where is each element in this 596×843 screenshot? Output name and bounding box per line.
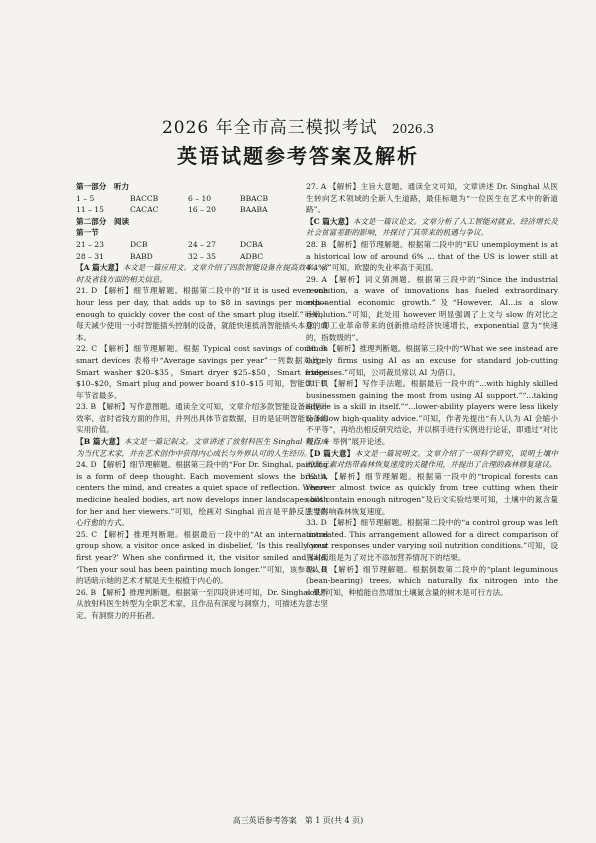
paragraph-text: 28. B 【解析】细节理解题。根据第二段中的“EU unemployment is at a historical low of around 6% ... that of the US is lower still at 4.4%.”可知，欧盟的失业率高于美国。 <box>306 239 558 273</box>
passage-summary <box>306 448 558 471</box>
right-explanations <box>306 181 558 598</box>
page-footer: 高三英语参考答案 第 1 页(共 4 页) <box>232 816 364 825</box>
summary-tag: 【A 篇大意】 <box>76 263 123 273</box>
paragraph-text: 32. A 【解析】细节理解题。根据第一段中的“tropical forests can recover almost twice as quickly from tree cutting when their soils contain enough nitrogen”及后文实验结果可知，土壤中的氮含量主要影响森林恢复速度。 <box>306 471 558 516</box>
paragraph-text: 30. B 【解析】推理判断题。根据第三段中的“What we see instead are largely firms using AI as an excuse for standard job-cutting exercises.”可知，公司裁员常以 AI 为借口。 <box>306 344 558 377</box>
answer-explanation <box>306 564 558 599</box>
section-heading: 第一节 <box>76 228 99 238</box>
paragraph-text: 本文是一篇议论文。文章分析了人工智能对就业、经济增长及社会贫富差距的影响，并探讨了其带来的机遇与争议。 <box>306 216 559 238</box>
part1-heading: 第一部分 听力 <box>76 182 130 191</box>
answer-key: BBACB <box>240 193 269 203</box>
answer-explanation <box>306 239 558 274</box>
summary-tag: 【C 篇大意】 <box>306 216 353 226</box>
answer-explanation <box>306 343 558 378</box>
answer-key: CACAC <box>130 205 159 215</box>
answer-range: 32 – 35 <box>188 251 216 261</box>
paragraph-text: 本文是一篇应用文。文章介绍了四款智能设备在提高效率、省时及省钱方面的相关信息。 <box>76 263 328 284</box>
answer-range: 28 – 31 <box>76 251 104 261</box>
exam-date: 2026.3 <box>392 122 435 136</box>
answer-explanation <box>306 181 558 216</box>
answer-row <box>76 251 328 263</box>
paragraph-text: 26. B 【解析】推理判断题。根据第一至四段讲述可知，Dr. Singhal 果断从放射科医生转型为全职艺术家，且作品有深度与洞察力，可描述为意志坚定、有洞察力的开拓者。 <box>76 587 328 620</box>
answer-key: BACCB <box>130 193 159 203</box>
exam-title-text: 2026 年全市高三模拟考试 <box>161 118 378 138</box>
paragraph-text: 本文是一篇说明文。文章介绍了一项科学研究，说明土壤中的氮元素对热带森林恢复速度的关键作用，并提出了合理的森林修复建议。 <box>306 448 558 470</box>
answer-explanation <box>76 343 328 401</box>
answer-explanation <box>76 285 328 343</box>
answer-range: 1 – 5 <box>76 193 95 203</box>
answer-range: 21 – 23 <box>76 239 104 249</box>
passage-summary <box>76 436 328 459</box>
paragraph-text: 33. D 【解析】细节理解题。根据第二段中的“a control group was left untreated. This arrangement allowed for a direct comparison of forest responses under varying soil nutrition conditions.”可知，设置对照组是为了对比不添加营养情况下的结果。 <box>306 518 558 562</box>
answer-key: DCB <box>130 239 148 249</box>
answer-key: DCBA <box>240 239 263 249</box>
answer-range: 24 – 27 <box>188 239 216 249</box>
left-explanations <box>76 262 328 621</box>
answer-explanation <box>76 529 328 587</box>
passage-summary <box>76 262 328 285</box>
paragraph-text: 21. D 【解析】细节理解题。根据第二段中的“If it is used even one hour less per day, that adds up to $8 in savings per month—enough to quickly cover the cost of the smart plug itself.”可知，每天减少使用一小时智能插头控制的设备，就能快速抵消智能插头本身的成本。 <box>76 286 328 342</box>
part2-heading: 第二部分 阅读 <box>76 216 130 226</box>
right-column <box>306 181 558 598</box>
paragraph-text: 22. C 【解析】细节理解题。根据 Typical cost savings of common smart devices 表格中“Average savings per year”一列数据对比：Smart washer $20–$35，Smart dryer $25–$50，Smart fridge $10–$20，Smart plug and power board $10–$15 可知，智能烘干机年节省最多。 <box>76 344 328 400</box>
answer-key: ADBC <box>240 251 264 261</box>
answer-key: BAABA <box>240 205 268 215</box>
answer-explanation <box>306 471 558 517</box>
paragraph-text: 25. C 【解析】推理判断题。根据最后一段中的“At an international group show, a visitor once asked in disbelief, ‘Is this really your first year?’ When she confirmed it, the visitor smiled and said, ‘Then your soul has been painting much longer.’”可知，该参观人员的话暗示她的艺术才赋是天生根植于内心的。 <box>76 529 328 586</box>
summary-tag: 【B 篇大意】 <box>76 437 124 447</box>
answer-explanation <box>76 401 328 436</box>
summary-tag: 【D 篇大意】 <box>306 448 355 458</box>
paragraph-text: 27. A 【解析】主旨大意题。通读全文可知，文章讲述 Dr. Singhal 从医生转向艺术领域的全新人生道路，最佳标题为“一位医生在艺术中的新道路”。 <box>306 182 558 215</box>
answer-explanation <box>76 587 328 622</box>
answer-row <box>76 193 328 205</box>
paragraph-text: 本文是一篇记叙文。文章讲述了放射科医生 Singhal 转行成为当代艺术家，并在艺术创作中获得内心成长与外界认可的人生经历。 <box>76 437 328 458</box>
answer-range: 16 – 20 <box>188 205 216 215</box>
page-title: 英语试题参考答案及解析 <box>177 144 419 168</box>
left-column <box>76 181 328 622</box>
paragraph-text: 34. B 【解析】细节理解题。根据倒数第二段中的“plant leguminous (bean-bearing) trees, which naturally fix nitrogen into the soil.”可知，种植能自然增加土壤氮含量的树木是可行方法。 <box>306 564 558 597</box>
passage-summary <box>306 216 558 239</box>
exam-title <box>0 113 596 138</box>
answer-explanation <box>306 517 558 563</box>
answer-explanation <box>306 378 558 448</box>
answer-range: 11 – 15 <box>76 205 104 215</box>
answer-range: 6 – 10 <box>188 193 212 203</box>
paragraph-text: 23. B 【解析】写作意图题。通读全文可知，文章介绍多款智能设备的提升效率、省时省钱方面的作用，并列出具体节省数据，目的是证明智能设备的实用价值。 <box>76 402 328 435</box>
answer-row <box>76 204 328 216</box>
paragraph-text: 31. D 【解析】写作手法题。根据最后一段中的“...with highly skilled businessmen gaining the most from using AI support.”“...taking advice is a skill in itself.”“...lower-ability players were less likely to follow high-quality advice.”可知，作者先提出“有人认为 AI 会缩小不平等”，再给出相反研究结论，并以棋手进行实例进行论证，即通过“对比观点 + 举例”展开论述。 <box>306 379 558 447</box>
answer-row <box>76 239 328 251</box>
answer-explanation <box>76 459 328 529</box>
paragraph-text: 24. D 【解析】细节理解题。根据第三段中的“For Dr. Singhal, painting is a form of deep thought. Each movement slows the breath, centers the mind, and creates a quiet space of reflection. Where medicine healed bodies, art now develops inner landscapes both for her and her viewers.”可知，绘画对 Singhal 而言是平静反思与内心疗愈的方式。 <box>76 460 328 528</box>
answer-key: BABD <box>130 251 153 261</box>
paragraph-text: 29. A 【解析】词义猜测题。根据第三段中的“Since the industrial revolution, a wave of innovations has fueled extraordinary exponential economic growth.”及“However, AI...is a slow revolution.”可知，此处用 however 明显强调了上文与 slow 的对比之意，即工业革命带来的创新推动经济快速增长，exponential 意为“快速的，指数级的”。 <box>306 274 558 342</box>
answer-explanation <box>306 274 558 344</box>
